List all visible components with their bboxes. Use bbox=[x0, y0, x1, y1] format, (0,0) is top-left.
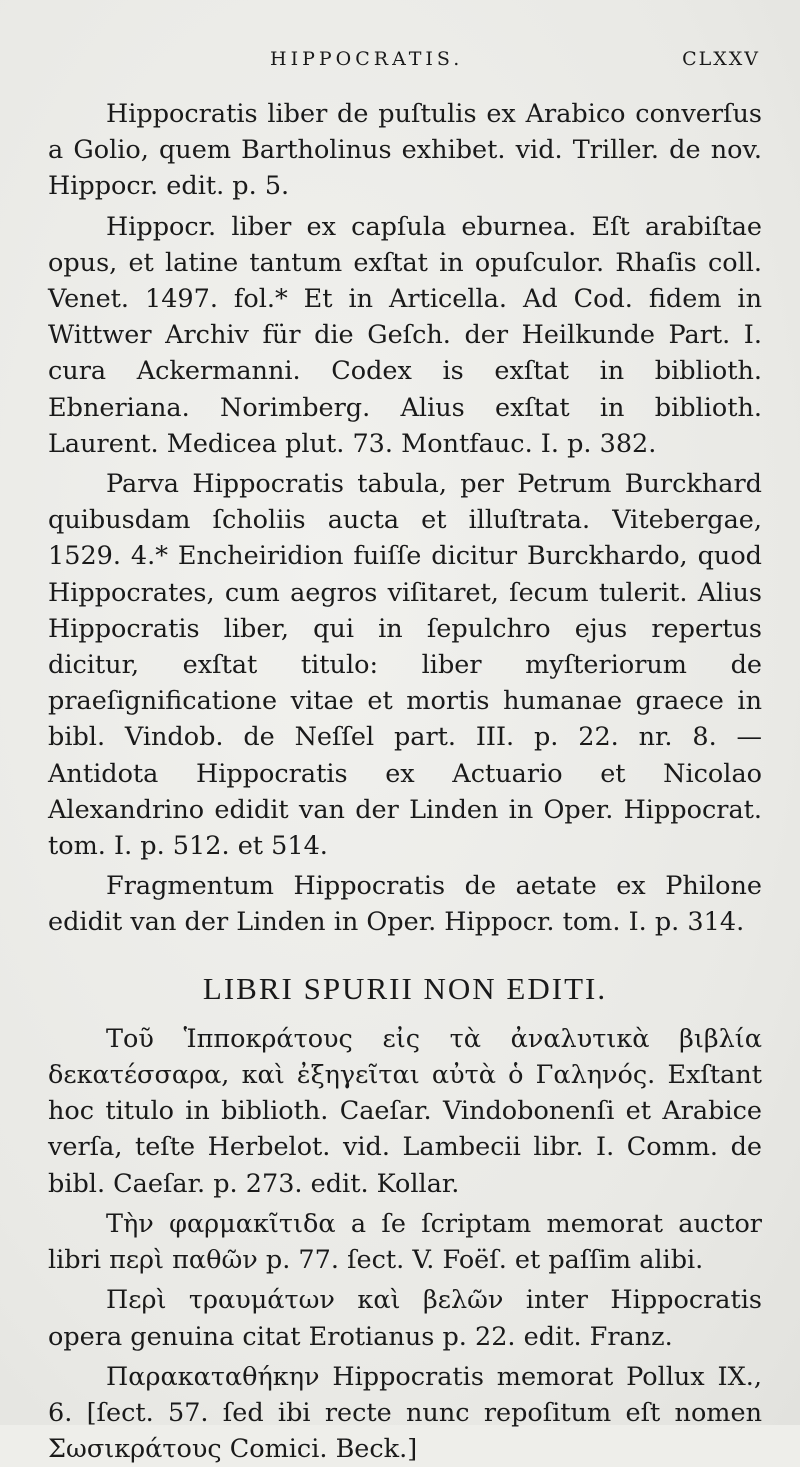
spurii-paragraph: Περὶ τραυμάτων καὶ βελῶν inter Hippocratis opera genuina citat Erotianus p. 22. edit. Franz. bbox=[48, 1285, 762, 1352]
entry-paragraph: Hippocr. liber ex capſula eburnea. Eſt arabiſtae opus, et latine tantum exſtat in opuſculor. Rhaſis coll. Venet. 1497. fol.* Et in Articella. Ad Cod. fidem in Wittwer Archiv für die Geſch. der Heilkunde Part. I. cura Ackermanni. Codex is exſtat in biblioth. Ebneriana. Norimberg. Alius exſtat in biblioth. Laurent. Medicea plut. 73. Montfauc. I. p. 382. bbox=[48, 211, 762, 459]
entry-paragraph: Fragmentum Hippocratis de aetate ex Philone edidit van der Linden in Oper. Hippocr. tom. I. p. 314. bbox=[48, 871, 762, 938]
section-heading: LIBRI SPURII NON EDITI. bbox=[202, 970, 608, 1006]
running-title: HIPPOCRATIS. bbox=[270, 48, 464, 70]
entry-paragraph: Hippocratis liber de puſtulis ex Arabico converſus a Golio, quem Bartholinus exhibet. vid. Triller. de nov. Hippocr. edit. p. 5. bbox=[48, 99, 762, 202]
spurii-paragraph: Τοῦ Ἱπποκράτους εἰς τὰ ἀναλυτικὰ βιβλία δεκατέσσαρα, καὶ ἐξηγεῖται αὐτὰ ὁ Γαληνός. Exſtant hoc titulo in biblioth. Caeſar. Vindobonenſi et Arabice verſa, teſte Herbelot. vid. Lambecii libr. I. Comm. de bibl. Caeſar. p. 273. edit. Kollar. bbox=[48, 1023, 762, 1199]
entry-paragraph: Parva Hippocratis tabula, per Petrum Burckhard quibusdam ſcholiis aucta et illuſtrata. Vitebergae, 1529. 4.* Encheiridion fuiſſe dicitur Burckhardo, quod Hippocrates, cum aegros viſitaret, ſecum tulerit. Alius Hippocratis liber, qui in ſepulchro ejus repertus dicitur, exſtat titulo: liber myſteriorum de praeſignificatione vitae et mortis humanae graece in bibl. Vindob. de Neſſel part. III. p. 22. nr. 8. — Antidota Hippocratis ex Actuario et Nicolao Alexandrino edidit van der Linden in Oper. Hippocrat. tom. I. p. 512. et 514. bbox=[48, 469, 762, 862]
spurii-paragraph: Τὴν φαρμακῖτιδα a ſe ſcriptam memorat auctor libri περὶ παθῶν p. 77. ſect. V. Foëſ. et paſſim alibi. bbox=[48, 1208, 762, 1276]
running-head bbox=[48, 44, 762, 96]
page-body bbox=[48, 96, 762, 1467]
spurii-paragraph: Παρακαταθήκην Hippocratis memorat Pollux IX., 6. [ſect. 57. ſed ibi recte nunc repoſitum eſt nomen Σωσικράτους Comici. Beck.] bbox=[48, 1361, 762, 1465]
page-number: CLXXV bbox=[682, 48, 760, 70]
